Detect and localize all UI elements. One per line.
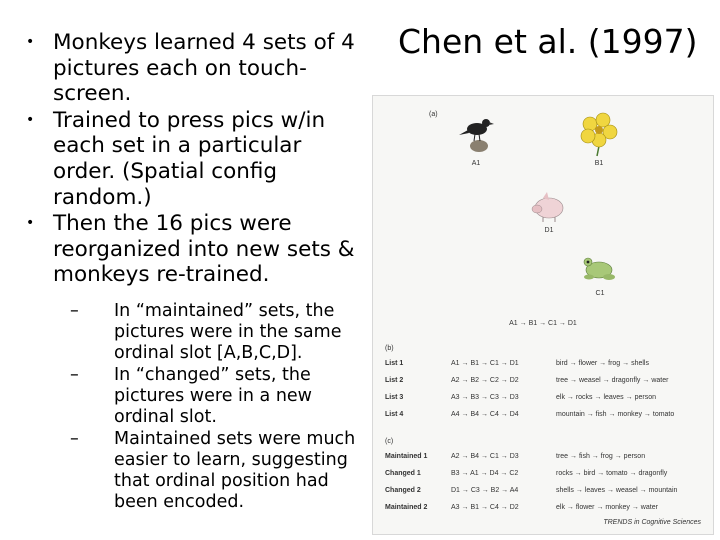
panel-c-label: (c) [385,438,394,445]
list-sequence: A4 → B4 → C4 → D4 [451,411,519,418]
list-name: Maintained 2 [385,504,428,511]
picture-label: D1 [544,227,554,234]
bullet-marker: • [26,111,35,128]
list-name: List 2 [385,377,404,384]
figure-svg [373,96,713,534]
sequence-label: A1 → B1 → C1 → D1 [509,320,577,327]
list-name: List 4 [385,411,404,418]
slide-title: Chen et al. (1997) [398,22,698,61]
dash-marker: – [70,364,79,385]
list-name: List 1 [385,360,404,367]
sub-bullet-item [70,429,368,513]
crow-icon [459,119,494,152]
sub-bullet-text: Maintained sets were much easier to learn, suggesting that ordinal position had been encoded. [114,428,356,512]
bullet-item [26,30,368,107]
list-name: Changed 1 [385,470,421,477]
flower-icon [581,113,617,156]
dash-marker: – [70,300,79,321]
list-items: tree → fish → frog → person [556,453,646,460]
bullet-text: Trained to press pics w/in each set in a particular order. (Spatial config random.) [53,107,326,210]
sub-bullet-text: In “changed” sets, the pictures were in a new ordinal slot. [114,364,312,427]
bullet-list [26,30,368,513]
bullet-text: Monkeys learned 4 sets of 4 pictures each on touch-screen. [53,30,355,107]
picture-label: B1 [594,160,604,167]
list-sequence: A2 → B2 → C2 → D2 [451,377,519,384]
list-sequence: A2 → B4 → C1 → D3 [451,453,519,460]
bullet-item [26,211,368,288]
sub-bullet-list [26,301,368,513]
pig-icon [532,192,563,222]
picture-label: C1 [595,290,605,297]
list-items: rocks → bird → tomato → dragonfly [556,470,668,477]
bullet-text: Then the 16 pics were reorganized into new sets & monkeys re-trained. [53,211,355,288]
bullet-marker: • [26,34,35,50]
bullet-marker: • [26,215,35,232]
panel-a-label: (a) [429,111,438,118]
list-sequence: B3 → A1 → D4 → C2 [451,470,519,477]
sub-bullet-item [70,365,368,428]
list-items: elk → rocks → leaves → person [556,394,656,401]
list-items: shells → leaves → weasel → mountain [556,487,678,494]
list-sequence: A1 → B1 → C1 → D1 [451,360,519,367]
bullet-item [26,108,368,210]
list-items: bird → flower → frog → shells [556,360,649,367]
list-name: List 3 [385,394,404,401]
list-items: tree → weasel → dragonfly → water [556,377,669,384]
list-sequence: D1 → C3 → B2 → A4 [451,487,519,494]
picture-label: A1 [471,160,481,167]
figure-credit: TRENDS in Cognitive Sciences [603,519,701,526]
list-name: Maintained 1 [385,453,428,460]
list-sequence: A3 → B3 → C3 → D3 [451,394,519,401]
sub-bullet-item [70,301,368,364]
dash-marker: – [70,428,79,449]
figure-panel [372,95,714,535]
list-items: mountain → fish → monkey → tomato [556,411,675,418]
panel-b-label: (b) [385,345,394,352]
list-items: elk → flower → monkey → water [556,504,658,511]
list-sequence: A3 → B1 → C4 → D2 [451,504,519,511]
sub-bullet-text: In “maintained” sets, the pictures were in the same ordinal slot [A,B,C,D]. [114,300,342,363]
list-name: Changed 2 [385,487,421,494]
frog-icon [584,258,615,280]
